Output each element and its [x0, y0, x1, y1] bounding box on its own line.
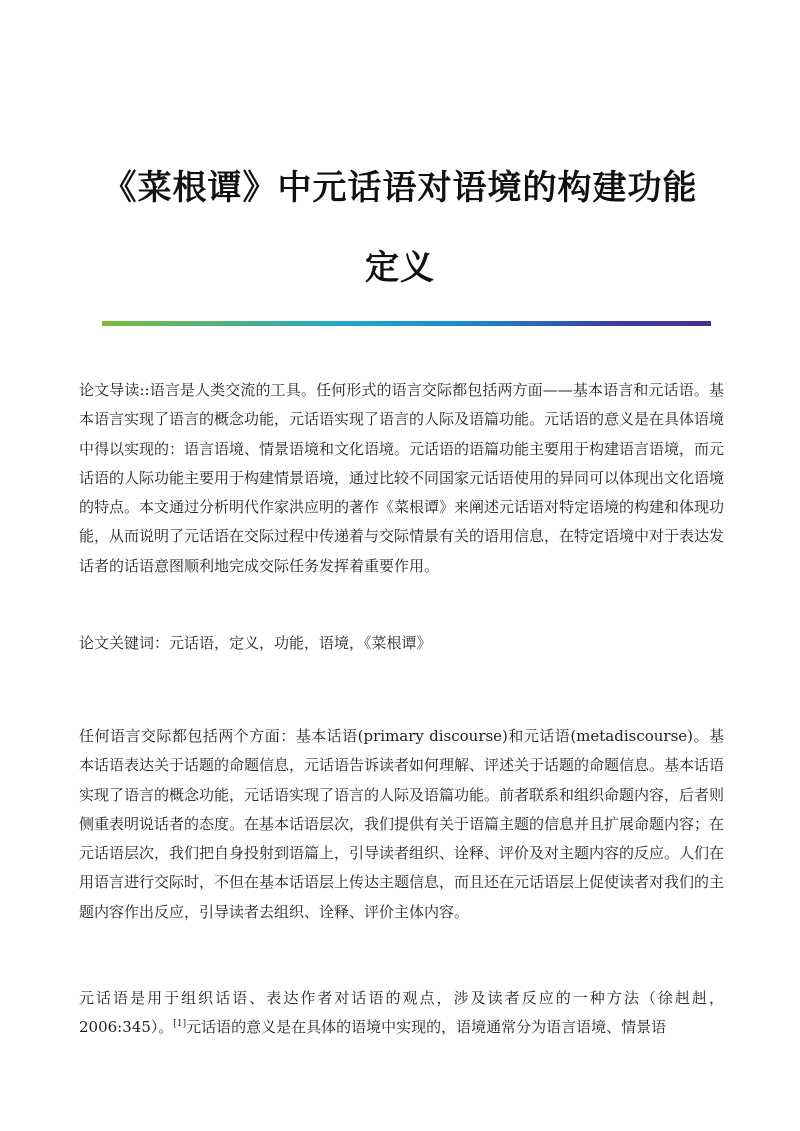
- abstract-text: :语言是人类交流的工具。任何形式的语言交际都包括两方面——基本语言和元话语。基本语言实现了语言的概念功能，元话语实现了语言的人际及语篇功能。元话语的意义是在具体语境中得以实现的：语言语境、情景语境和文化语境。元话语的语篇功能主要用于构建语言语境，而元话语的人际功能主要用于构建情景语境，通过比较不同国家元话语使用的异同可以体现出文化语境的特点。本文通过分析明代作家洪应明的著作《菜根谭》来阐述元话语对特定语境的构建和体现功能，从而说明了元话语在交际过程中传递着与交际情景有关的语用信息，在特定语境中对于表达发话者的话语意图顺利地完成交际任务发挥着重要作用。: [79, 381, 725, 575]
- citation-reference: [1]: [173, 1019, 187, 1030]
- body-paragraph-2: [79, 984, 724, 1043]
- keywords-text: 元话语，定义，功能，语境，《菜根谭》: [169, 634, 432, 652]
- abstract-paragraph: [79, 376, 724, 581]
- document-title-line-1: 《菜根谭》中元话语对语境的构建功能: [102, 168, 698, 208]
- gradient-divider: [102, 321, 711, 326]
- document-title-line-2: 定义: [365, 248, 435, 288]
- body-paragraph-2-start: 元话语是用于组织话语、表达作者对话语的观点，涉及读者反应的一种方法（徐赳赳，2006:345）。: [79, 989, 724, 1037]
- body-paragraph-2-end: 元话语的意义是在具体的语境中实现的，语境通常分为语言语境、情景语: [186, 1018, 667, 1037]
- keywords-label: 论文关键词：: [79, 634, 170, 652]
- keywords-paragraph: [79, 629, 724, 658]
- abstract-label: 论文导读:: [79, 381, 145, 399]
- body-paragraph-1: 任何语言交际都包括两个方面：基本话语(primary discourse)和元话语(metadiscourse)。基本话语表达关于话题的命题信息，元话语告诉读者如何理解、评述关于话题的命题信息。基本话语实现了语言的概念功能，元话语实现了语言的人际及语篇功能。前者联系和组织命题内容，后者则侧重表明说话者的态度。在基本话语层次，我们提供有关于语篇主题的信息并且扩展命题内容；在元话语层次，我们把自身投射到语篇上，引导读者组织、诠释、评价及对主题内容的反应。人们在用语言进行交际时，不但在基本话语层上传达主题信息，而且还在元话语层上促使读者对我们的主题内容作出反应，引导读者去组织、诠释、评价主体内容。: [79, 727, 725, 921]
